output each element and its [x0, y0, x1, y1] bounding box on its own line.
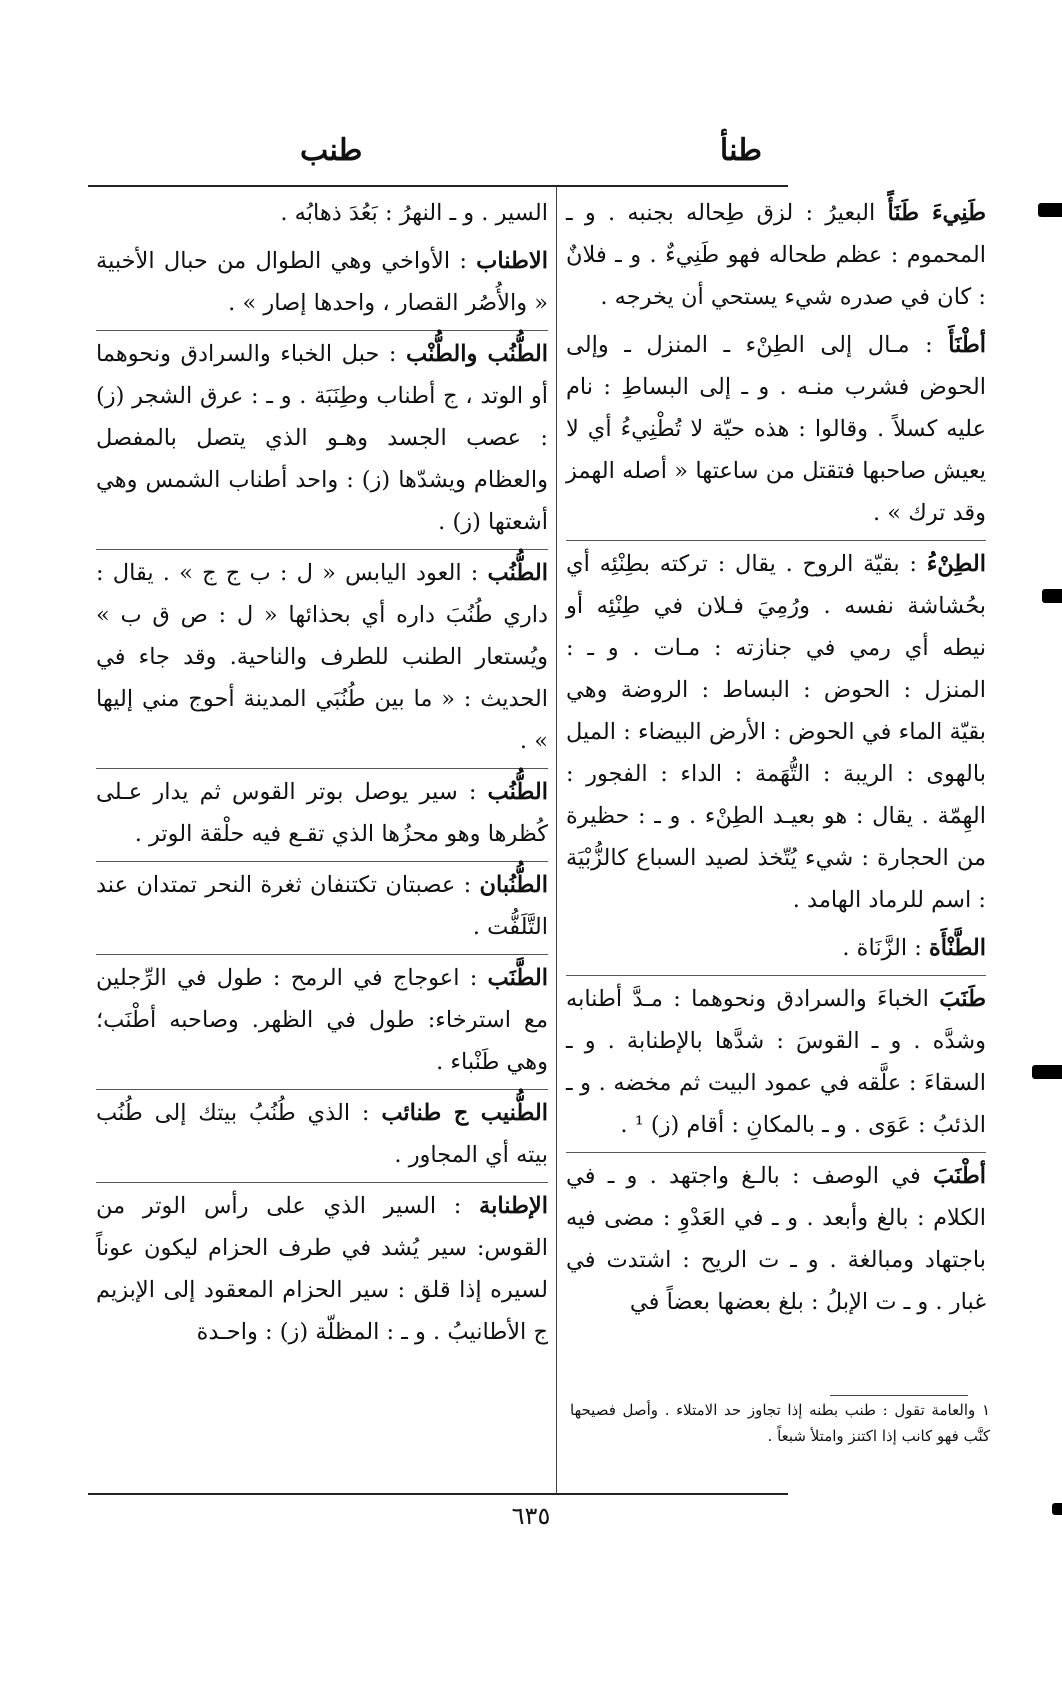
entry: [96, 1089, 548, 1176]
entry: [566, 927, 986, 969]
entry-definition: : اعوجاج في الرمح : طول في الرِّجلين مع استرخاء: طول في الظهر. وصاحبه أطْنَب؛ وهي طَنْباء .: [96, 965, 548, 1075]
margin-ink-mark: [1038, 203, 1062, 217]
entry-headword: الطُّنُب: [487, 779, 548, 805]
entry-definition: الخباءَ والسرادق ونحوهما : مـدَّ أطنابه وشدَّه . و ـ القوسَ : شدَّها بالإطنابة . و ـ السقاءَ : علَّقه في عمود البيت ثم مخضه . و ـ الذئبُ : عَوَى . و ـ بالمكانِ : أقام (ز) ¹ .: [566, 986, 986, 1138]
entry-headword: الطَّنْأَة: [929, 935, 986, 961]
entry-definition: : حبل الخباء والسرادق ونحوهما أو الوتد ، ج أطناب وطِنَبَة . و ـ : عرق الشجر (ز) : عصب الجسد وهـو الذي يتصل بالمفصل والعظام ويشدّها (ز) : واحد أطناب الشمس وهي أشعتها (ز) .: [96, 341, 548, 535]
entry: [96, 1182, 548, 1353]
entry-definition: : الزَّنَاة .: [842, 935, 929, 961]
entry-definition: : مـال إلى الطِنْء ـ المنزل ـ وإلى الحوض فشرب منـه . و ـ إلى البساطِ : نام عليه كسلاً . وقالوا : هذه حيّة لا تُطْنِيءُ أي لا يعيش صاحبها فتقتل من ساعتها « أصله الهمز وقد ترك » .: [566, 332, 986, 526]
entry-headword: الطِنْءُ: [926, 551, 986, 577]
entry: [96, 192, 548, 234]
top-rule: [88, 185, 788, 187]
entry-headword: الطُّنُب والطُّنْب: [406, 341, 549, 367]
entry-headword: الطُّنيب ج طنائب: [381, 1100, 548, 1126]
entry-definition: البعيرُ : لزق طِحاله بجنبه . و ـ المحموم : عظم طحاله فهو طَنِيءٌ . و ـ فلانٌ : كان في صدره شيء يستحي أن يخرجه .: [566, 200, 986, 310]
entry: [96, 330, 548, 543]
page-number: ٦٣٥: [511, 1502, 551, 1530]
entry: [566, 192, 986, 318]
entry-headword: أطْنَبَ: [932, 1163, 986, 1189]
entry: [566, 1152, 986, 1323]
entry-definition: : بقيّة الروح . يقال : تركته بطِنْئِه أي بحُشاشة نفسه . ورُمِيَ فـلان في طِنْئِه أو نيطه أي رمي في جنازته : مـات . و ـ : المنزل : الحوض : البساط : الروضة وهي بقيّة الماء في الحوض : الأرض البيضاء : الميل بالهوى : الريبة : التُّهَمة : الداء : الفجور : الهِمّة . يقال : هو بعيـد الطِنْء . و ـ : حظيرة من الحجارة : شيء يُتّخذ لصيد السباع كالزُّبْيَة : اسم للرماد الهامد .: [566, 551, 986, 913]
right-column: [566, 192, 986, 1329]
entry: [96, 861, 548, 948]
margin-ink-mark: [1052, 1503, 1062, 1515]
left-column: [96, 192, 548, 1359]
entry: [96, 549, 548, 762]
entry-headword: طَنَبَ: [939, 986, 986, 1012]
entry-definition: : الذي طُنُبُ بيتك إلى طُنُب بيته أي المجاور .: [96, 1100, 548, 1168]
entry-headword: أطْنَأَ: [948, 332, 986, 358]
entry-definition: : العود اليابس « ل : ب ج ج » . يقال : داري طُنُبَ داره أي بحذائها « ل : ص ق ب » ويُستعار الطنب للطرف والناحية. وقد جاء في الحديث : « ما بين طُنُبَي المدينة أحوج مني إليها » .: [96, 560, 548, 754]
entry: [96, 768, 548, 855]
entry: [566, 324, 986, 534]
column-divider: [556, 187, 557, 1493]
margin-ink-mark: [1032, 1065, 1062, 1079]
entry-headword: طَنِيءَ طَنَأً: [887, 200, 986, 226]
entry-definition: السير . و ـ النهرُ : بَعُدَ ذهابُه .: [280, 200, 548, 226]
footnote: ١ والعامة تقول : طنب بطنه إذا تجاوز حد الامتلاء . وأصل فصيحها كنَّب فهو كانب إذا اكتنز وامتلأ شبعاً .: [570, 1401, 990, 1445]
entry-definition: : عصبتان تكتنفان ثغرة النحر تمتدان عند التَّلَفُّت .: [96, 872, 548, 940]
entry: [96, 240, 548, 324]
entry-headword: الطُّنُب: [487, 560, 548, 586]
entry: [96, 954, 548, 1083]
entry-definition: : السير الذي على رأس الوتر من القوس: سير يُشد في طرف الحزام ليكون عوناً لسيره إذا قلق : سير الحزام المعقود إلى الإبزيم ج الأطانيبُ . و ـ : المظلّة (ز) : واحـدة: [96, 1193, 548, 1345]
entry-headword: الاطناب: [476, 248, 548, 274]
entry-definition: : الأواخي وهي الطوال من حبال الأخبية « والأُصُر القصار ، واحدها إصار » .: [96, 248, 548, 316]
entry: [566, 975, 986, 1146]
entry-headword: الإطنابة: [479, 1193, 548, 1219]
entry: [566, 540, 986, 921]
entry-headword: الطَّنَب: [487, 965, 548, 991]
entry-headword: الطُّنُبان: [479, 872, 548, 898]
entry-definition: في الوصف : بالـغ واجتهد . و ـ في الكلام : بالغ وأبعد . و ـ في العَدْوِ : مضى فيه باجتهاد ومبالغة . و ـ ت الريح : اشتدت في غبار . و ـ ت الإبلُ : بلغ بعضها بعضاً في: [566, 1163, 986, 1315]
header-root-right: طنأ: [719, 133, 762, 168]
bottom-rule: [88, 1493, 788, 1495]
entry-definition: : سير يوصل بوتر القوس ثم يدار عـلى كُظرها وهو محزُها الذي تقـع فيه حلْقة الوتر .: [96, 779, 548, 847]
margin-ink-mark: [1042, 589, 1062, 603]
header-root-left: طنب: [300, 133, 363, 168]
footnote-rule: [830, 1395, 968, 1396]
